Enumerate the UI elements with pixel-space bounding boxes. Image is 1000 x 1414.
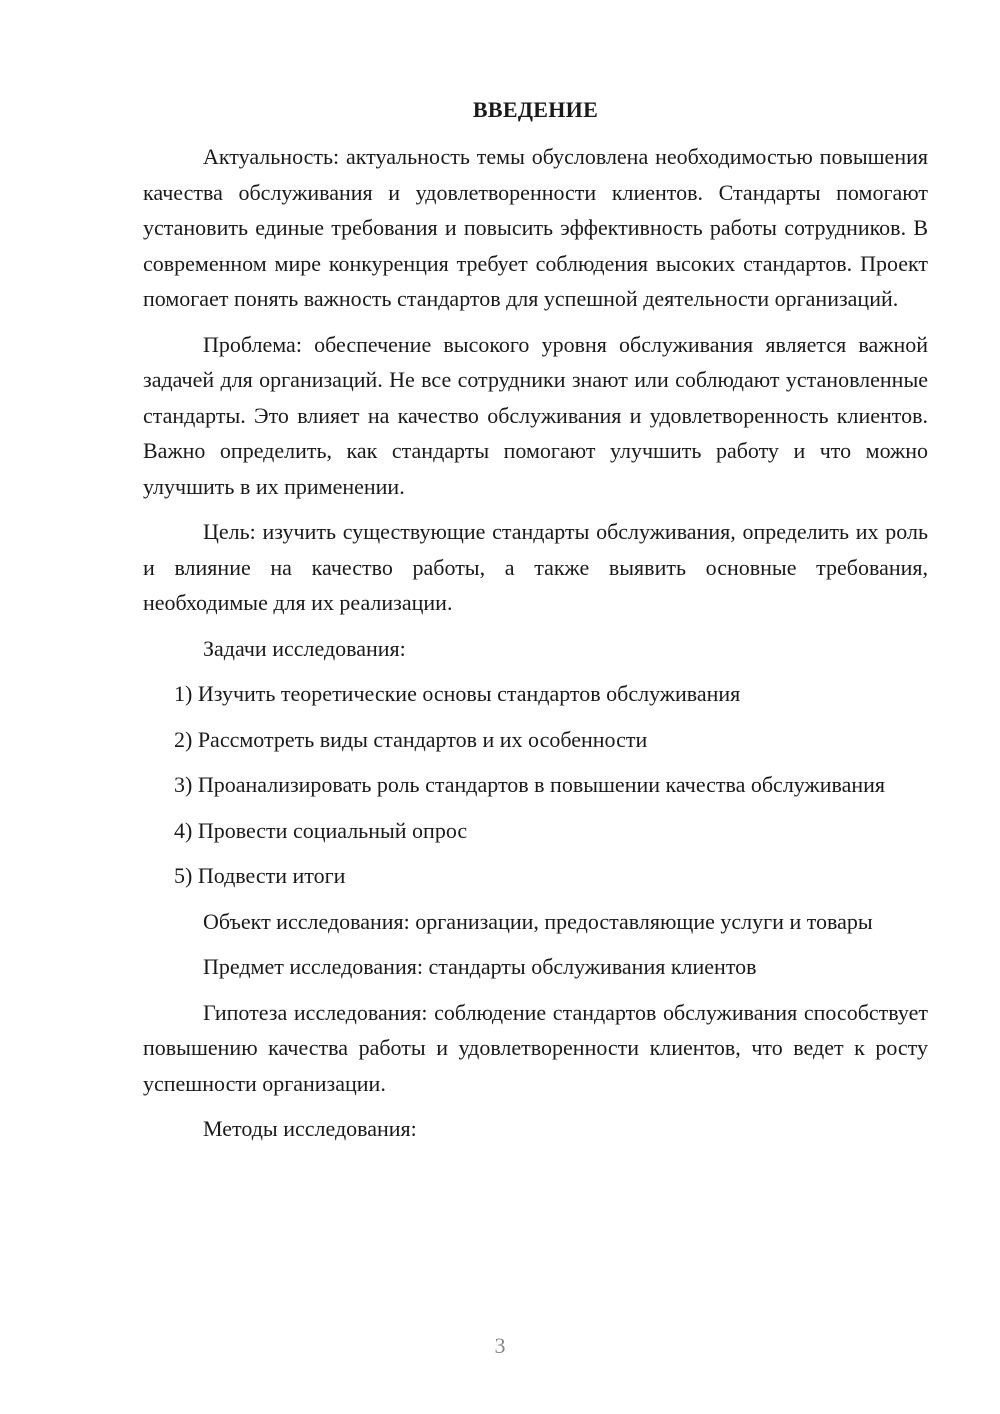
document-page	[143, 92, 928, 1157]
task-item-5: 5) Подвести итоги	[174, 863, 346, 888]
task-item-2: 2) Рассмотреть виды стандартов и их особенности	[174, 726, 648, 752]
section-title: ВВЕДЕНИЕ	[472, 97, 599, 122]
paragraph-object: Объект исследования: организации, предоставляющие услуги и товары	[203, 908, 873, 934]
page-number: 3	[494, 1333, 506, 1358]
paragraph-tasks-heading: Задачи исследования:	[203, 635, 406, 661]
paragraph-problem: Проблема: обеспечение высокого уровня обслуживания является важной задачей для организаций. Не все сотрудники знают или соблюдают установленные стандарты. Это влияет на качество обслуживания и удовлетворенность клиентов. Важно определить, как стандарты помогают улучшить работу и что можно улучшить в их применении.	[143, 331, 928, 499]
paragraph-hypothesis: Гипотеза исследования: соблюдение стандартов обслуживания способствует повышению качества работы и удовлетворенности клиентов, что ведет к росту успешности организации.	[143, 999, 928, 1096]
task-item-1: 1) Изучить теоретические основы стандартов обслуживания	[174, 681, 741, 706]
paragraph-methods: Методы исследования:	[203, 1116, 417, 1141]
paragraph-subject: Предмет исследования: стандарты обслуживания клиентов	[203, 954, 757, 979]
task-item-3: 3) Проанализировать роль стандартов в повышении качества обслуживания	[174, 772, 886, 797]
task-item-4: 4) Провести социальный опрос	[174, 817, 468, 843]
paragraph-relevance: Актуальность: актуальность темы обусловлена необходимостью повышения качества обслуживания и удовлетворенности клиентов. Стандарты помогают установить единые требования и повысить эффективность работы сотрудников. В современном мире конкуренция требует соблюдения высоких стандартов. Проект помогает понять важность стандартов для успешной деятельности организаций.	[143, 144, 928, 311]
paragraph-goal: Цель: изучить существующие стандарты обслуживания, определить их роль и влияние на качество работы, а также выявить основные требования, необходимые для их реализации.	[143, 519, 928, 615]
